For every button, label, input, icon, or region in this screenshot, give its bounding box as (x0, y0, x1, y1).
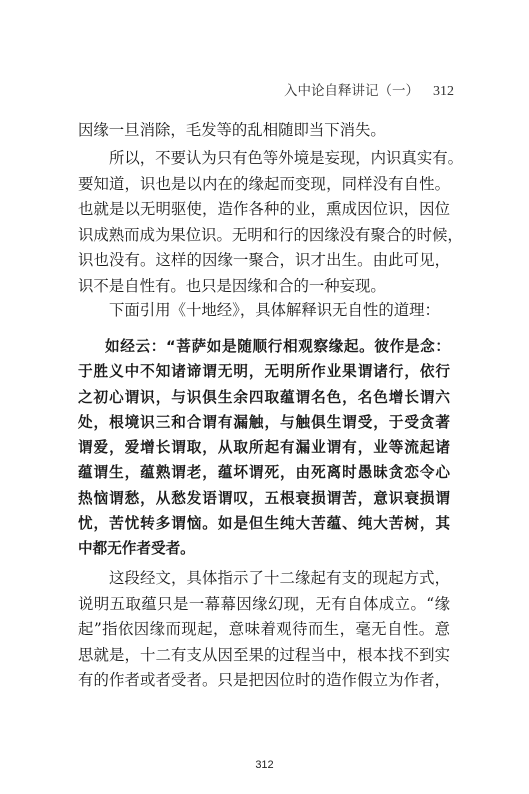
sutra-quote (78, 334, 450, 562)
quote-line: 谓爱，爱增长谓取，从取所起有漏业谓有，业等流起诸 (78, 439, 450, 457)
paragraph-line: 要知道，识也是以内在的缘起而变现，同样没有自性。 (78, 174, 450, 193)
quote-line: 如经云：“菩萨如是随顺行相观察缘起。彼作是念： (105, 338, 450, 355)
paragraph-4 (78, 566, 450, 694)
paragraph-line: 这段经文，具体指示了十二缘起有支的现起方式， (109, 569, 450, 587)
quote-line: 热恼谓愁，从愁发语谓叹，五根衰损谓苦，意识衰损谓 (78, 489, 450, 507)
quote-line: 蕴谓生，蕴熟谓老，蕴坏谓死，由死离时愚昧贪恋令心 (78, 464, 450, 482)
paragraph-line: 识也没有。这样的因缘一聚合，识才出生。由此可见， (78, 251, 450, 269)
quote-line: 处，根境识三和合谓有漏触，与触俱生谓受，于受贪著 (78, 413, 450, 431)
paragraph-line: 有的作者或者受者。只是把因位时的造作假立为作者， (78, 671, 450, 689)
paragraph-line: 说明五取蕴只是一幕幕因缘幻现，无有自体成立。“缘 (78, 594, 450, 613)
book-title: 入中论自释讲记（一） (284, 83, 419, 99)
footer-page-number: 312 (255, 759, 274, 771)
paragraph-line: 识不是自性有。也只是因缘和合的一种妄现。 (78, 276, 386, 295)
paragraph-line: 起”指依因缘而现起，意味着观待而生，毫无自性。意 (78, 620, 450, 638)
header-page-number: 312 (433, 84, 454, 99)
quote-line: 之初心谓识，与识俱生余四取蕴谓名色，名色增长谓六 (78, 388, 450, 406)
paragraph-2 (78, 146, 463, 299)
paragraph-line: 识成熟而成为果位识。无明和行的因缘没有聚合的时候， (78, 225, 463, 244)
running-header (0, 79, 454, 100)
paragraph-1 (78, 118, 450, 144)
quote-line: 中都无作者受者。 (78, 540, 195, 558)
paragraph-3 (78, 298, 450, 324)
paragraph-line: 所以，不要认为只有色等外境是妄现，内识真实有。 (109, 149, 463, 167)
paragraph-line: 思就是，十二有支从因至果的过程当中，根本找不到实 (78, 645, 450, 664)
paragraph-line: 下面引用《十地经》，具体解释识无自性的道理： (109, 301, 440, 319)
quote-line: 于胜义中不知诸谛谓无明，无明所作业果谓诸行，依行 (78, 363, 450, 381)
paragraph-line: 也就是以无明驱使，造作各种的业，熏成因位识，因位 (78, 200, 450, 218)
paragraph-line: 因缘一旦消除，毛发等的乱相随即当下消失。 (78, 121, 386, 139)
quote-line: 忧，苦忧转多谓恼。如是但生纯大苦蕴、纯大苦树，其 (78, 515, 450, 533)
